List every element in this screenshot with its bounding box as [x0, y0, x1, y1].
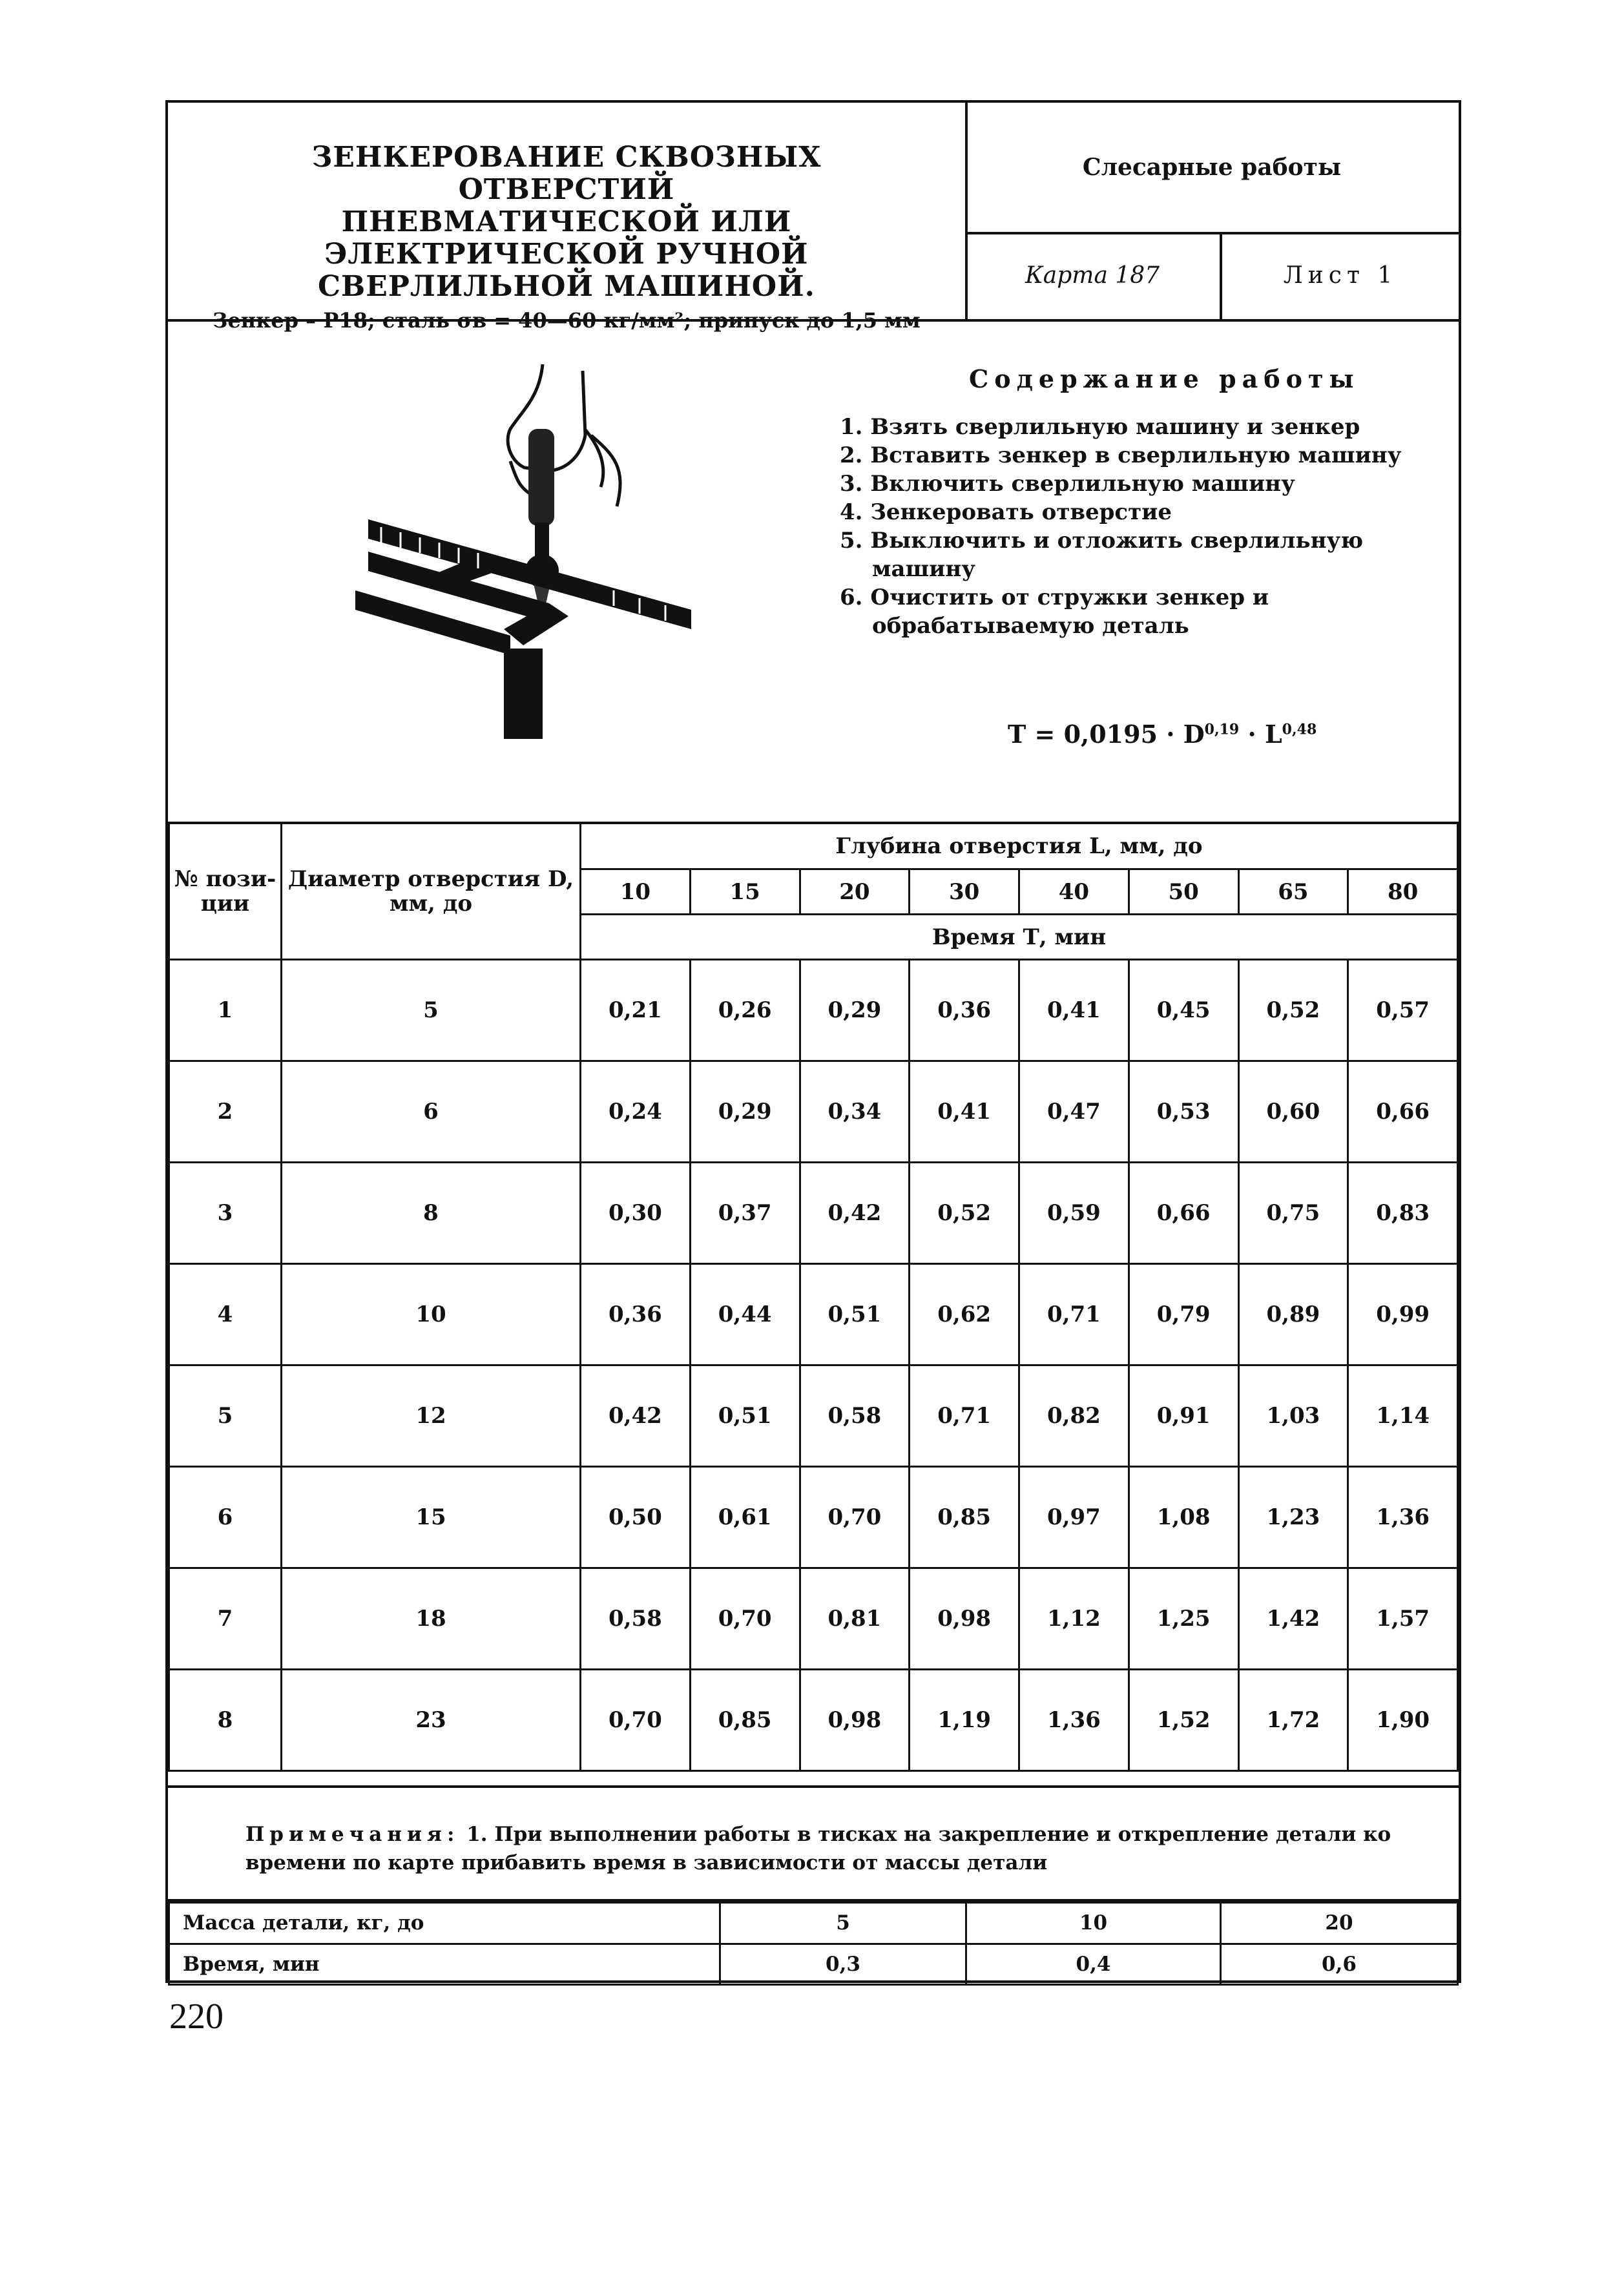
time-cell: 0,75 [1238, 1163, 1348, 1264]
mass-value: 10 [966, 1903, 1221, 1944]
depth-value: 80 [1348, 869, 1458, 915]
time-cell: 1,25 [1129, 1568, 1238, 1670]
header-title-block [168, 103, 968, 333]
depth-value: 40 [1019, 869, 1129, 915]
time-cell: 0,66 [1348, 1061, 1458, 1163]
time-formula [1008, 720, 1317, 749]
time-cell: 0,70 [581, 1670, 691, 1771]
time-cell: 0,60 [1238, 1061, 1348, 1163]
time-cell: 0,45 [1129, 960, 1238, 1061]
time-cell: 0,53 [1129, 1061, 1238, 1163]
formula-mid: · L [1239, 720, 1282, 749]
time-cell: 1,14 [1348, 1365, 1458, 1467]
time-cell: 0,85 [690, 1670, 800, 1771]
page-number: 220 [169, 1997, 224, 2037]
time-cell: 1,36 [1348, 1467, 1458, 1568]
title-line: СВЕРЛИЛЬНОЙ МАШИНОЙ. [317, 270, 816, 303]
position-cell: 4 [169, 1264, 282, 1365]
diameter-cell: 15 [282, 1467, 581, 1568]
time-header: Время Т, мин [581, 915, 1458, 960]
diameter-cell: 18 [282, 1568, 581, 1670]
position-cell: 3 [169, 1163, 282, 1264]
time-cell: 0,71 [1019, 1264, 1129, 1365]
mass-value: 20 [1221, 1903, 1458, 1944]
card-header [168, 103, 1459, 333]
time-cell: 0,42 [581, 1365, 691, 1467]
time-cell: 1,19 [910, 1670, 1019, 1771]
depth-value: 30 [910, 869, 1019, 915]
notes-label: Примечания: [245, 1823, 460, 1846]
work-step: 3. Включить сверлильную машину [840, 471, 1295, 497]
notes-text: 1. При выполнении работы в тисках на закрепление и открепление детали ко времени по карте прибавить время в зависимости от массы детали [245, 1823, 1391, 1874]
time-cell: 0,42 [800, 1163, 910, 1264]
time-cell: 1,03 [1238, 1365, 1348, 1467]
sheet-number: Лист 1 [1283, 262, 1398, 289]
time-label: Время, мин [169, 1944, 720, 1985]
work-step: 1. Взять сверлильную машину и зенкер [840, 414, 1360, 440]
work-content-section [168, 319, 1459, 824]
mass-row [169, 1903, 1458, 1944]
table-row [169, 1264, 1458, 1365]
table-row [169, 960, 1458, 1061]
time-cell: 0,83 [1348, 1163, 1458, 1264]
time-cell: 0,51 [690, 1365, 800, 1467]
time-cell: 0,41 [1019, 960, 1129, 1061]
table-row [169, 1163, 1458, 1264]
time-cell: 1,23 [1238, 1467, 1348, 1568]
formula-exponent-d: 0,19 [1204, 721, 1240, 738]
table-row [169, 1670, 1458, 1771]
time-cell: 0,71 [910, 1365, 1019, 1467]
time-cell: 0,36 [581, 1264, 691, 1365]
formula-main: T = 0,0195 · D [1008, 720, 1205, 749]
position-cell: 1 [169, 960, 282, 1061]
time-value: 0,3 [720, 1944, 966, 1985]
time-cell: 0,85 [910, 1467, 1019, 1568]
time-cell: 0,52 [1238, 960, 1348, 1061]
time-cell: 0,70 [800, 1467, 910, 1568]
time-cell: 0,98 [800, 1670, 910, 1771]
diameter-cell: 5 [282, 960, 581, 1061]
diameter-cell: 8 [282, 1163, 581, 1264]
time-cell: 0,70 [690, 1568, 800, 1670]
time-cell: 0,99 [1348, 1264, 1458, 1365]
time-cell: 0,98 [910, 1568, 1019, 1670]
time-value: 0,4 [966, 1944, 1221, 1985]
time-cell: 0,47 [1019, 1061, 1129, 1163]
table-row [169, 1365, 1458, 1467]
title-line: ЗЕНКЕРОВАНИЕ СКВОЗНЫХ ОТВЕРСТИЙ [311, 141, 822, 206]
time-cell: 1,12 [1019, 1568, 1129, 1670]
work-step: 6. Очистить от стружки зенкер и обрабатываемую деталь [840, 585, 1269, 639]
mass-value: 5 [720, 1903, 966, 1944]
time-cell: 0,50 [581, 1467, 691, 1568]
mass-table [168, 1902, 1459, 1986]
time-cell: 0,59 [1019, 1163, 1129, 1264]
depth-value: 50 [1129, 869, 1238, 915]
work-step: 4. Зенкеровать отверстие [840, 499, 1172, 525]
time-cell: 0,91 [1129, 1365, 1238, 1467]
time-cell: 1,72 [1238, 1670, 1348, 1771]
work-steps-list [840, 413, 1453, 640]
card-subtitle: Зенкер – Р18; сталь σв = 40—60 кг/мм²; припуск до 1,5 мм [213, 308, 921, 333]
time-cell: 0,58 [800, 1365, 910, 1467]
time-cell: 1,90 [1348, 1670, 1458, 1771]
time-cell: 0,61 [690, 1467, 800, 1568]
time-row [169, 1944, 1458, 1985]
diameter-cell: 23 [282, 1670, 581, 1771]
depth-value: 65 [1238, 869, 1348, 915]
position-cell: 7 [169, 1568, 282, 1670]
time-cell: 0,62 [910, 1264, 1019, 1365]
card-number: Карта 187 [965, 232, 1222, 319]
work-step: 5. Выключить и отложить сверлильную машину [840, 528, 1364, 582]
position-cell: 8 [169, 1670, 282, 1771]
time-cell: 0,37 [690, 1163, 800, 1264]
time-cell: 0,89 [1238, 1264, 1348, 1365]
position-cell: 5 [169, 1365, 282, 1467]
drill-illustration [355, 358, 911, 745]
card-title [207, 141, 926, 303]
table-row [169, 1568, 1458, 1670]
diameter-cell: 10 [282, 1264, 581, 1365]
col-header-position: № пози- ции [169, 823, 282, 960]
time-cell: 0,81 [800, 1568, 910, 1670]
time-cell: 1,36 [1019, 1670, 1129, 1771]
time-cell: 1,52 [1129, 1670, 1238, 1771]
notes-block [168, 1785, 1459, 1902]
position-cell: 6 [169, 1467, 282, 1568]
mass-label: Масса детали, кг, до [169, 1903, 720, 1944]
time-cell: 0,24 [581, 1061, 691, 1163]
time-cell: 0,82 [1019, 1365, 1129, 1467]
time-cell: 0,29 [690, 1061, 800, 1163]
diameter-cell: 6 [282, 1061, 581, 1163]
work-step: 2. Вставить зенкер в сверлильную машину [840, 442, 1402, 468]
title-line: ПНЕВМАТИЧЕСКОЙ ИЛИ ЭЛЕКТРИЧЕСКОЙ РУЧНОЙ [324, 205, 809, 271]
time-cell: 0,66 [1129, 1163, 1238, 1264]
work-content-title: Содержание работы [969, 364, 1360, 393]
time-cell: 0,26 [690, 960, 800, 1061]
time-cell: 0,34 [800, 1061, 910, 1163]
table-row [169, 1061, 1458, 1163]
card-sheet [165, 100, 1461, 1983]
section-name: Слесарные работы [965, 103, 1459, 234]
time-cell: 0,44 [690, 1264, 800, 1365]
depth-header: Глубина отверстия L, мм, до [581, 823, 1458, 869]
time-cell: 1,57 [1348, 1568, 1458, 1670]
time-cell: 0,51 [800, 1264, 910, 1365]
depth-value: 20 [800, 869, 910, 915]
time-cell: 0,79 [1129, 1264, 1238, 1365]
time-cell: 0,21 [581, 960, 691, 1061]
col-header-diameter: Диаметр отверстия D, мм, до [282, 823, 581, 960]
time-cell: 0,57 [1348, 960, 1458, 1061]
time-cell: 0,30 [581, 1163, 691, 1264]
diameter-cell: 12 [282, 1365, 581, 1467]
time-cell: 0,52 [910, 1163, 1019, 1264]
time-cell: 1,08 [1129, 1467, 1238, 1568]
time-cell: 0,97 [1019, 1467, 1129, 1568]
depth-value: 10 [581, 869, 691, 915]
table-row [169, 1467, 1458, 1568]
time-table [168, 822, 1459, 1772]
depth-value: 15 [690, 869, 800, 915]
formula-exponent-l: 0,48 [1282, 721, 1317, 738]
time-cell: 1,42 [1238, 1568, 1348, 1670]
time-cell: 0,29 [800, 960, 910, 1061]
position-cell: 2 [169, 1061, 282, 1163]
time-cell: 0,41 [910, 1061, 1019, 1163]
time-value: 0,6 [1221, 1944, 1458, 1985]
time-cell: 0,58 [581, 1568, 691, 1670]
time-cell: 0,36 [910, 960, 1019, 1061]
